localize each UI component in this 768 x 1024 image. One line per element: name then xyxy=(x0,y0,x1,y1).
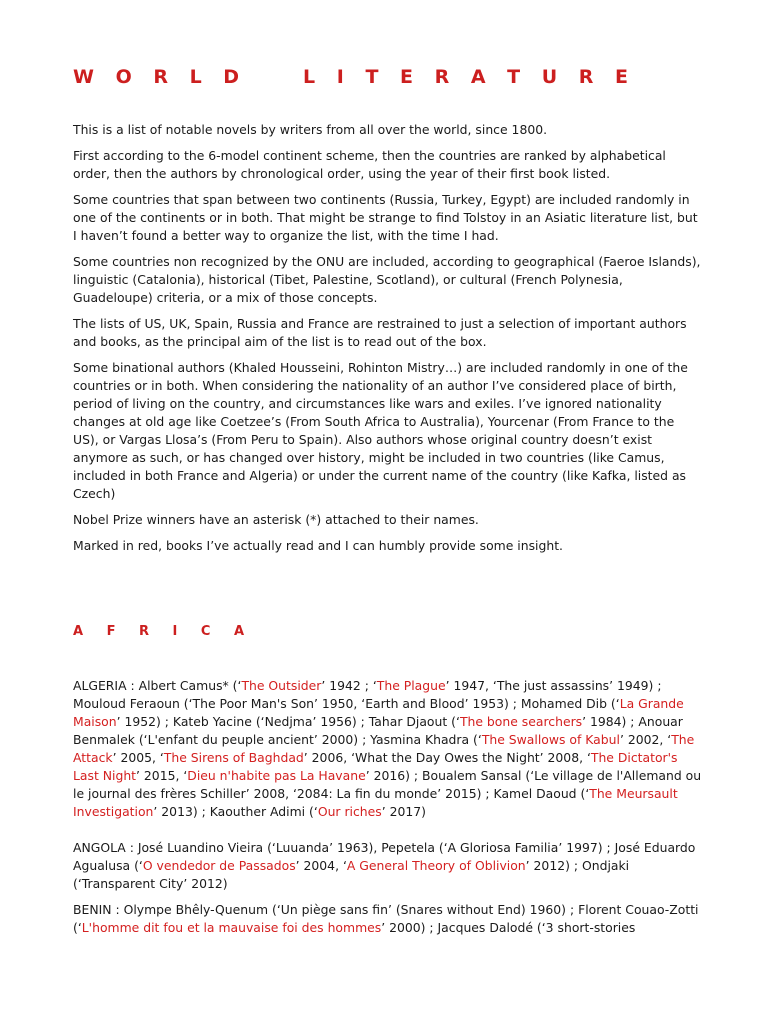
country-entries xyxy=(73,677,703,955)
entry-text: ’ 2012) ; Ondjaki (‘Transparent City’ 2012) xyxy=(73,858,630,891)
intro-paragraph: The lists of US, UK, Spain, Russia and France are restrained to just a selection of important authors and books, as the principal aim of the list is to read out of the box. xyxy=(73,316,687,349)
read-book-title: The Outsider xyxy=(241,678,322,693)
read-book-title: The Plague xyxy=(376,678,446,693)
entry-text: ’ 1952) ; Kateb Yacine (‘Nedjma’ 1956) ; Tahar Djaout (‘ xyxy=(116,714,460,729)
entry-text: ’ 1942 ; ‘ xyxy=(321,678,377,693)
entry-text: BENIN : Olympe Bhêly-Quenum (‘Un piège sans fin’ (Snares without End) 1960) ; Florent Couao-Zotti (‘ xyxy=(73,902,699,935)
section-heading-africa: A F R I C A xyxy=(73,624,254,639)
intro-paragraph: Nobel Prize winners have an asterisk (*) attached to their names. xyxy=(73,512,479,527)
intro-paragraph: Some countries that span between two continents (Russia, Turkey, Egypt) are included randomly in one of the continents or in both. That might be strange to find Tolstoy in an Asiatic literature list, but I haven’t found a better way to organize the list, with the time I had. xyxy=(73,192,698,243)
entry-text: ’ 2016) ; Boualem Sansal (‘Le village de l'Allemand ou le journal des frères Schiller’ 2008, ‘2084: La fin du monde’ 2015) ; Kamel Daoud (‘ xyxy=(73,768,702,801)
entry-text: ’ 2006, ‘What the Day Owes the Night’ 2008, ‘ xyxy=(303,750,591,765)
country-entry-algeria xyxy=(73,677,703,821)
read-book-title: The Sirens of Baghdad xyxy=(163,750,304,765)
read-book-title: La Grande Maison xyxy=(73,696,684,729)
country-entry-angola xyxy=(73,839,703,893)
entry-text: ’ 2005, ‘ xyxy=(112,750,164,765)
document-title: W O R L D L I T E R A T U R E xyxy=(73,66,636,88)
entry-text: ’ 1984) ; Anouar Benmalek (‘L'enfant du peuple ancient’ 2000) ; Yasmina Khadra (‘ xyxy=(73,714,683,747)
entry-text: ’ 2002, ‘ xyxy=(619,732,672,747)
introduction xyxy=(73,121,703,563)
read-book-title: Our riches xyxy=(317,804,382,819)
entry-text: ’ 2004, ‘ xyxy=(295,858,347,873)
read-book-title: The Dictator's Last Night xyxy=(73,750,678,783)
intro-paragraph: First according to the 6-model continent scheme, then the countries are ranked by alphabetical order, then the authors by chronological order, using the year of their first book listed. xyxy=(73,148,666,181)
read-book-title: The Meursault Investigation xyxy=(73,786,678,819)
country-entry-benin xyxy=(73,901,703,937)
read-book-title: L'homme dit fou et la mauvaise foi des hommes xyxy=(81,920,382,935)
read-book-title: A General Theory of Oblivion xyxy=(346,858,526,873)
read-book-title: The bone searchers xyxy=(459,714,583,729)
entry-text: ’ 2000) ; Jacques Dalodé (‘3 short-stories xyxy=(381,920,636,935)
entry-text: ’ 1947, ‘The just assassins’ 1949) ; Mouloud Feraoun (‘The Poor Man's Son’ 1950, ‘Earth and Blood’ 1953) ; Mohamed Dib (‘ xyxy=(73,678,662,711)
intro-paragraph: Some countries non recognized by the ONU are included, according to geographical (Faeroe Islands), linguistic (Catalonia), historical (Tibet, Palestine, Scotland), or cultural (French Polynesia, Guadeloupe) criteria, or a mix of those concepts. xyxy=(73,254,701,305)
intro-paragraph: This is a list of notable novels by writers from all over the world, since 1800. xyxy=(73,122,548,137)
intro-paragraph: Marked in red, books I’ve actually read and I can humbly provide some insight. xyxy=(73,538,563,553)
read-book-title: Dieu n'habite pas La Havane xyxy=(187,768,366,783)
read-book-title: The Swallows of Kabul xyxy=(481,732,620,747)
entry-text: ANGOLA : José Luandino Vieira (‘Luuanda’ 1963), Pepetela (‘A Gloriosa Familia’ 1997) ; José Eduardo Agualusa (‘ xyxy=(73,840,696,873)
read-book-title: O vendedor de Passados xyxy=(142,858,296,873)
entry-text: ’ 2017) xyxy=(381,804,426,819)
intro-paragraph: Some binational authors (Khaled Housseini, Rohinton Mistry…) are included randomly in one of the countries or in both. When considering the nationality of an author I’ve considered place of birth, period of living on the country, and circumstances like wars and exiles. I’ve ignored nationality changes at old age like Coetzee’s (From South Africa to Australia), Yourcenar (From France to the US), or Vargas Llosa’s (From Peru to Spain). Also authors whose original country doesn’t exist anymore as such, or has changed over history, might be included in two countries (like Camus, included in both France and Algeria) or under the current name of the country (like Kafka, listed as Czech) xyxy=(73,360,688,501)
entry-text: ’ 2015, ‘ xyxy=(136,768,188,783)
read-book-title: The Attack xyxy=(73,732,695,765)
entry-text: ALGERIA : Albert Camus* (‘ xyxy=(73,678,242,693)
entry-text: ’ 2013) ; Kaouther Adimi (‘ xyxy=(153,804,318,819)
